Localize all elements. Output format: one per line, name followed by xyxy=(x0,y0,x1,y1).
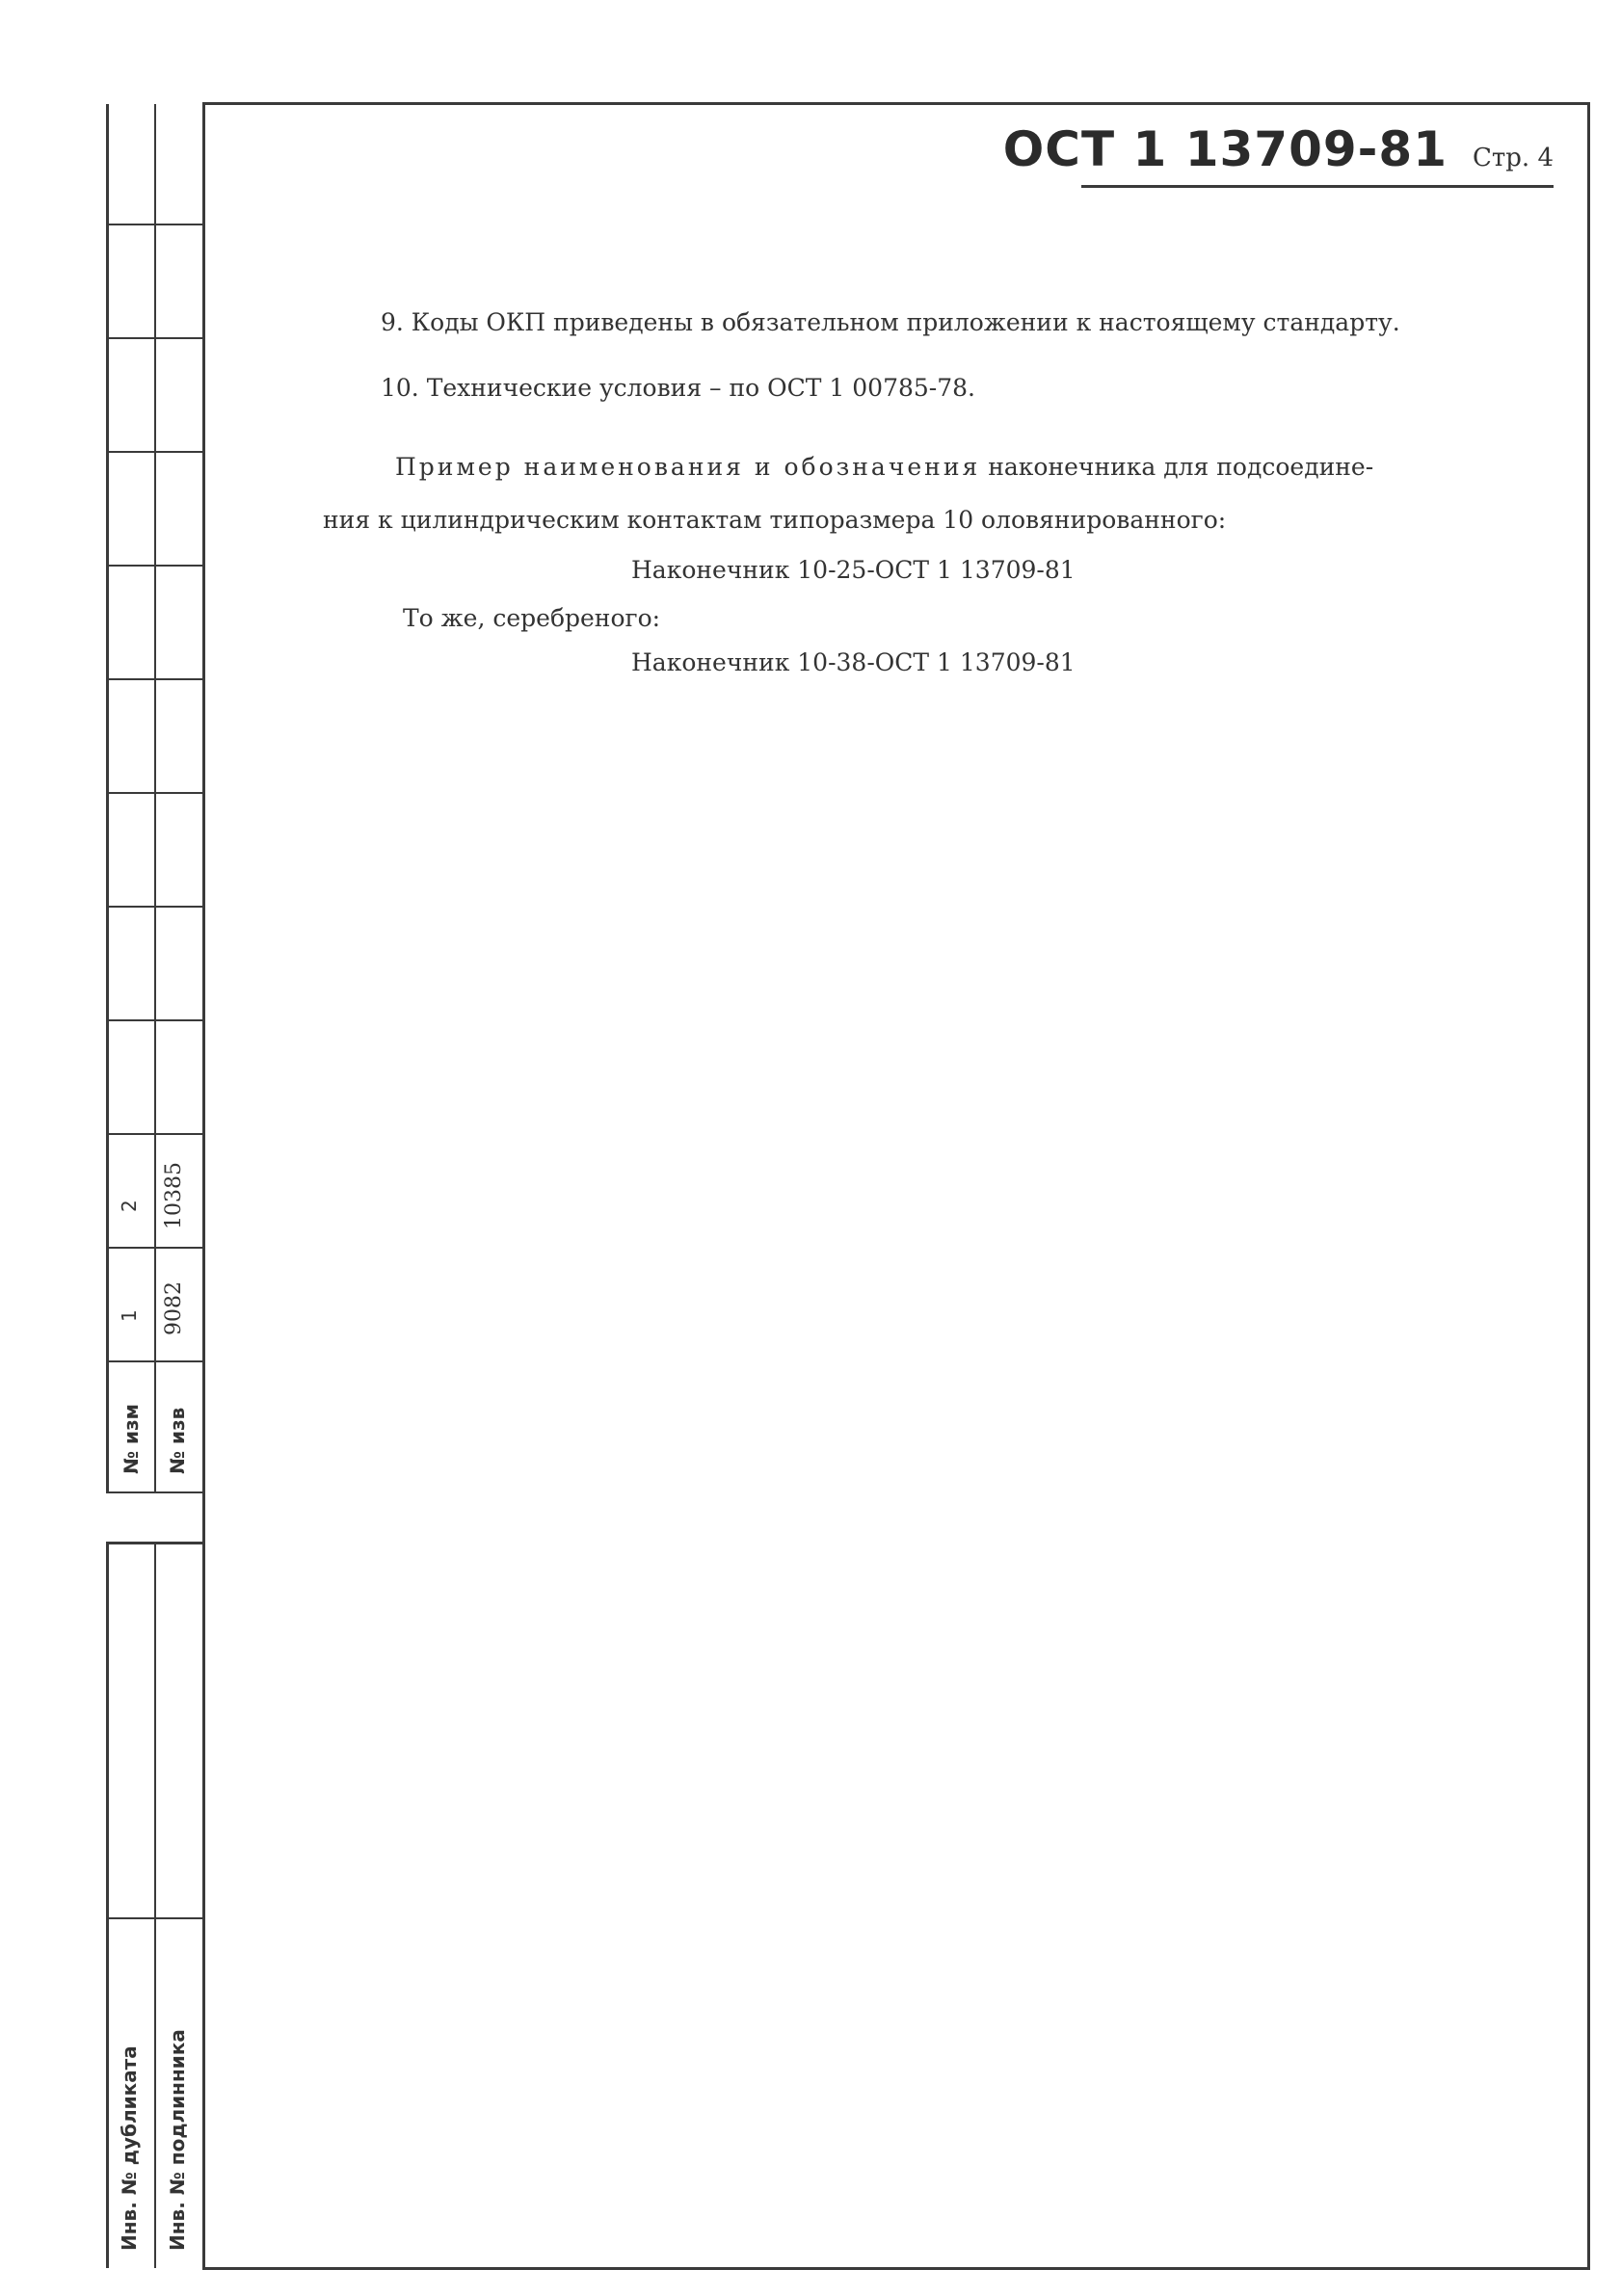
same-silver-line: То же, серебреного: xyxy=(403,604,661,632)
izm-label: № изм xyxy=(120,1403,143,1474)
side-stamp-divider xyxy=(154,104,156,1491)
example-line-2: ния к цилиндрическим контактам типоразмера 10 оловянированного: xyxy=(323,506,1227,534)
page-number: Стр. 4 xyxy=(1473,144,1554,172)
example-designation-2: Наконечник 10-38-ОСТ 1 13709-81 xyxy=(631,648,1076,676)
page-frame xyxy=(202,102,1590,2270)
example-line-1-spaced: Пример наименования и обозначения xyxy=(395,453,981,481)
izm-2: 2 xyxy=(118,1200,141,1212)
document-designation: ОСТ 1 13709-81 xyxy=(1002,121,1448,177)
izv-2: 10385 xyxy=(162,1162,186,1229)
example-line-1-rest: наконечника для подсоедине- xyxy=(988,453,1374,481)
example-designation-1: Наконечник 10-25-ОСТ 1 13709-81 xyxy=(631,556,1076,584)
item-9: 9. Коды ОКП приведены в обязательном приложении к настоящему стандарту. xyxy=(381,308,1400,336)
example-line-1 xyxy=(395,453,1373,481)
izv-1: 9082 xyxy=(162,1281,186,1335)
side-stamp-lower-divider xyxy=(154,1542,156,2268)
side-stamp-bottom xyxy=(106,1491,202,1493)
item-10: 10. Технические условия – по ОСТ 1 00785-78. xyxy=(381,374,975,402)
inv-podl-label: Инв. № подлинника xyxy=(166,2029,189,2251)
header-underline xyxy=(1081,185,1554,188)
document-header xyxy=(1003,121,1554,177)
izm-1: 1 xyxy=(118,1309,141,1322)
izv-label: № изв xyxy=(166,1407,189,1474)
inv-dubl-label: Инв. № дубликата xyxy=(118,2045,141,2251)
